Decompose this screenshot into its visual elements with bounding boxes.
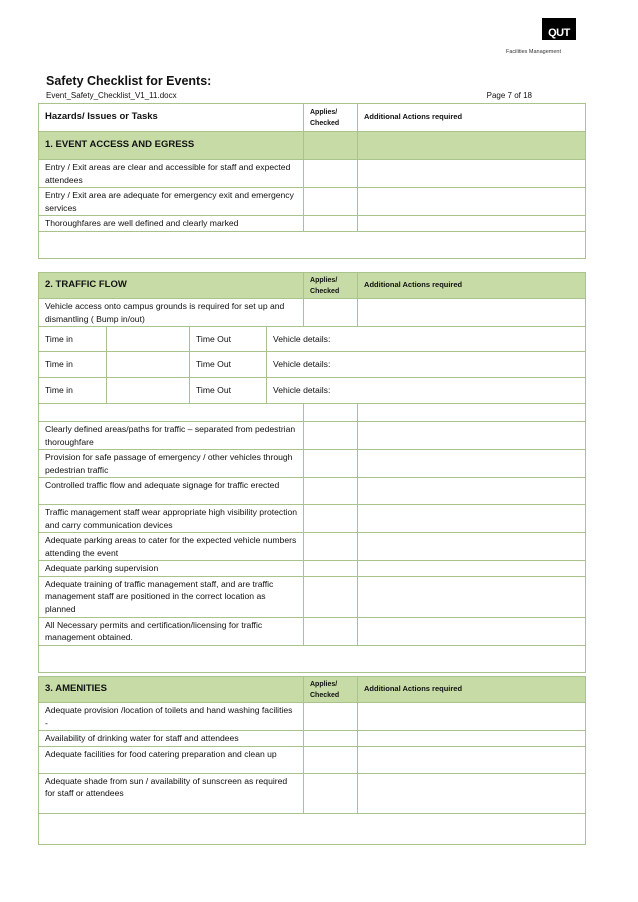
applies-checkbox-cell[interactable] [304,188,358,216]
qut-logo-mark: QUT [542,18,576,40]
checklist-item: Controlled traffic flow and adequate signage for traffic erected [39,478,304,505]
applies-checkbox-cell[interactable] [304,746,358,773]
checklist-item: Vehicle access onto campus grounds is required for set up and dismantling ( Bump in/out) [39,299,304,327]
actions-input-cell[interactable] [358,478,586,505]
checklist-item: Provision for safe passage of emergency / other vehicles through pedestrian traffic [39,450,304,478]
hazards-header: Hazards/ Issues or Tasks [39,104,304,132]
applies-checkbox-cell[interactable] [304,576,358,617]
applies-header: Applies/ Checked [304,273,358,299]
time-in-label: Time in [39,352,107,378]
blank-row [39,404,586,422]
section-title-traffic: 2. TRAFFIC FLOW [39,273,304,299]
applies-checkbox-cell[interactable] [304,404,358,422]
blank-cell[interactable] [39,813,586,844]
checklist-row [39,773,586,813]
applies-checkbox-cell[interactable] [304,160,358,188]
checklist-row [39,703,586,731]
actions-input-cell[interactable] [358,576,586,617]
applies-checkbox-cell[interactable] [304,617,358,645]
section-title-amenities: 3. AMENITIES [39,677,304,703]
blank-row [39,231,586,258]
blank-cell[interactable] [39,404,304,422]
checklist-row [39,478,586,505]
actions-input-cell[interactable] [358,617,586,645]
time-out-label: Time Out [190,352,267,378]
actions-input-cell[interactable] [358,533,586,561]
checklist-item: Clearly defined areas/paths for traffic – separated from pedestrian thoroughfare [39,422,304,450]
actions-input-cell[interactable] [358,746,586,773]
checklist-item: Adequate provision /location of toilets and hand washing facilities - [39,703,304,731]
vehicle-time-row [39,327,586,352]
actions-input-cell[interactable] [358,160,586,188]
checklist-item: Thoroughfares are well defined and clearly marked [39,216,304,232]
document-subline [46,91,532,100]
amenities-table [38,676,586,845]
applies-checkbox-cell[interactable] [304,561,358,577]
applies-checkbox-cell[interactable] [304,450,358,478]
time-in-label: Time in [39,327,107,352]
time-in-field[interactable] [107,327,190,352]
applies-checkbox-cell[interactable] [304,216,358,232]
actions-input-cell[interactable] [358,703,586,731]
applies-checkbox-cell[interactable] [304,505,358,533]
time-in-label: Time in [39,378,107,404]
section-applies-cell [304,132,358,160]
checklist-item: Adequate parking areas to cater for the expected vehicle numbers attending the event [39,533,304,561]
time-in-field[interactable] [107,352,190,378]
actions-header: Additional Actions required [358,104,586,132]
time-out-label: Time Out [190,327,267,352]
actions-input-cell[interactable] [358,299,586,327]
applies-checkbox-cell[interactable] [304,478,358,505]
checklist-item: Traffic management staff wear appropriate high visibility protection and carry communication devices [39,505,304,533]
applies-checkbox-cell[interactable] [304,773,358,813]
applies-checkbox-cell[interactable] [304,533,358,561]
actions-input-cell[interactable] [358,731,586,747]
checklist-item: Entry / Exit areas are clear and accessible for staff and expected attendees [39,160,304,188]
checklist-row [39,576,586,617]
checklist-row [39,160,586,188]
applies-checkbox-cell[interactable] [304,422,358,450]
checklist-row [39,746,586,773]
access-table [38,103,586,259]
vehicle-time-row [39,352,586,378]
page-number: Page 7 of 18 [486,91,532,100]
logo-subtitle: Facilities Management [506,49,562,55]
time-out-label: Time Out [190,378,267,404]
vehicle-time-row [39,378,586,404]
checklist-row [39,299,586,327]
actions-input-cell[interactable] [358,404,586,422]
qut-logo [506,18,578,55]
applies-checkbox-cell[interactable] [304,703,358,731]
applies-checkbox-cell[interactable] [304,731,358,747]
actions-input-cell[interactable] [358,188,586,216]
checklist-item: Adequate training of traffic management staff, and are traffic management staff are positioned in the correct location as planned [39,576,304,617]
actions-input-cell[interactable] [358,216,586,232]
blank-row [39,813,586,844]
checklist-row [39,617,586,645]
document-filename: Event_Safety_Checklist_V1_11.docx [46,91,177,100]
vehicle-details-field[interactable]: Vehicle details: [267,378,586,404]
checklist-item: Adequate parking supervision [39,561,304,577]
checklist-row [39,188,586,216]
checklist-item: Adequate shade from sun / availability of sunscreen as required for staff or attendees [39,773,304,813]
checklist-row [39,505,586,533]
section-title-access: 1. EVENT ACCESS AND EGRESS [39,132,304,160]
section-actions-cell [358,132,586,160]
page-title: Safety Checklist for Events: [46,74,212,88]
applies-checkbox-cell[interactable] [304,299,358,327]
applies-header: Applies/ Checked [304,677,358,703]
checklist-row [39,422,586,450]
vehicle-details-field[interactable]: Vehicle details: [267,327,586,352]
time-in-field[interactable] [107,378,190,404]
checklist-item: Availability of drinking water for staff and attendees [39,731,304,747]
actions-input-cell[interactable] [358,422,586,450]
actions-input-cell[interactable] [358,505,586,533]
checklist-row [39,216,586,232]
checklist-item: Adequate facilities for food catering preparation and clean up [39,746,304,773]
actions-header: Additional Actions required [358,677,586,703]
checklist-row [39,450,586,478]
applies-header: Applies/ Checked [304,104,358,132]
vehicle-details-field[interactable]: Vehicle details: [267,352,586,378]
actions-input-cell[interactable] [358,450,586,478]
blank-cell[interactable] [39,231,586,258]
actions-input-cell[interactable] [358,561,586,577]
checklist-row [39,561,586,577]
checklist-row [39,731,586,747]
actions-header: Additional Actions required [358,273,586,299]
checklist-item: All Necessary permits and certification/licensing for traffic management obtained. [39,617,304,645]
traffic-table [38,272,586,673]
blank-row [39,645,586,672]
checklist-row [39,533,586,561]
checklist-item: Entry / Exit area are adequate for emergency exit and emergency services [39,188,304,216]
blank-cell[interactable] [39,645,586,672]
actions-input-cell[interactable] [358,773,586,813]
